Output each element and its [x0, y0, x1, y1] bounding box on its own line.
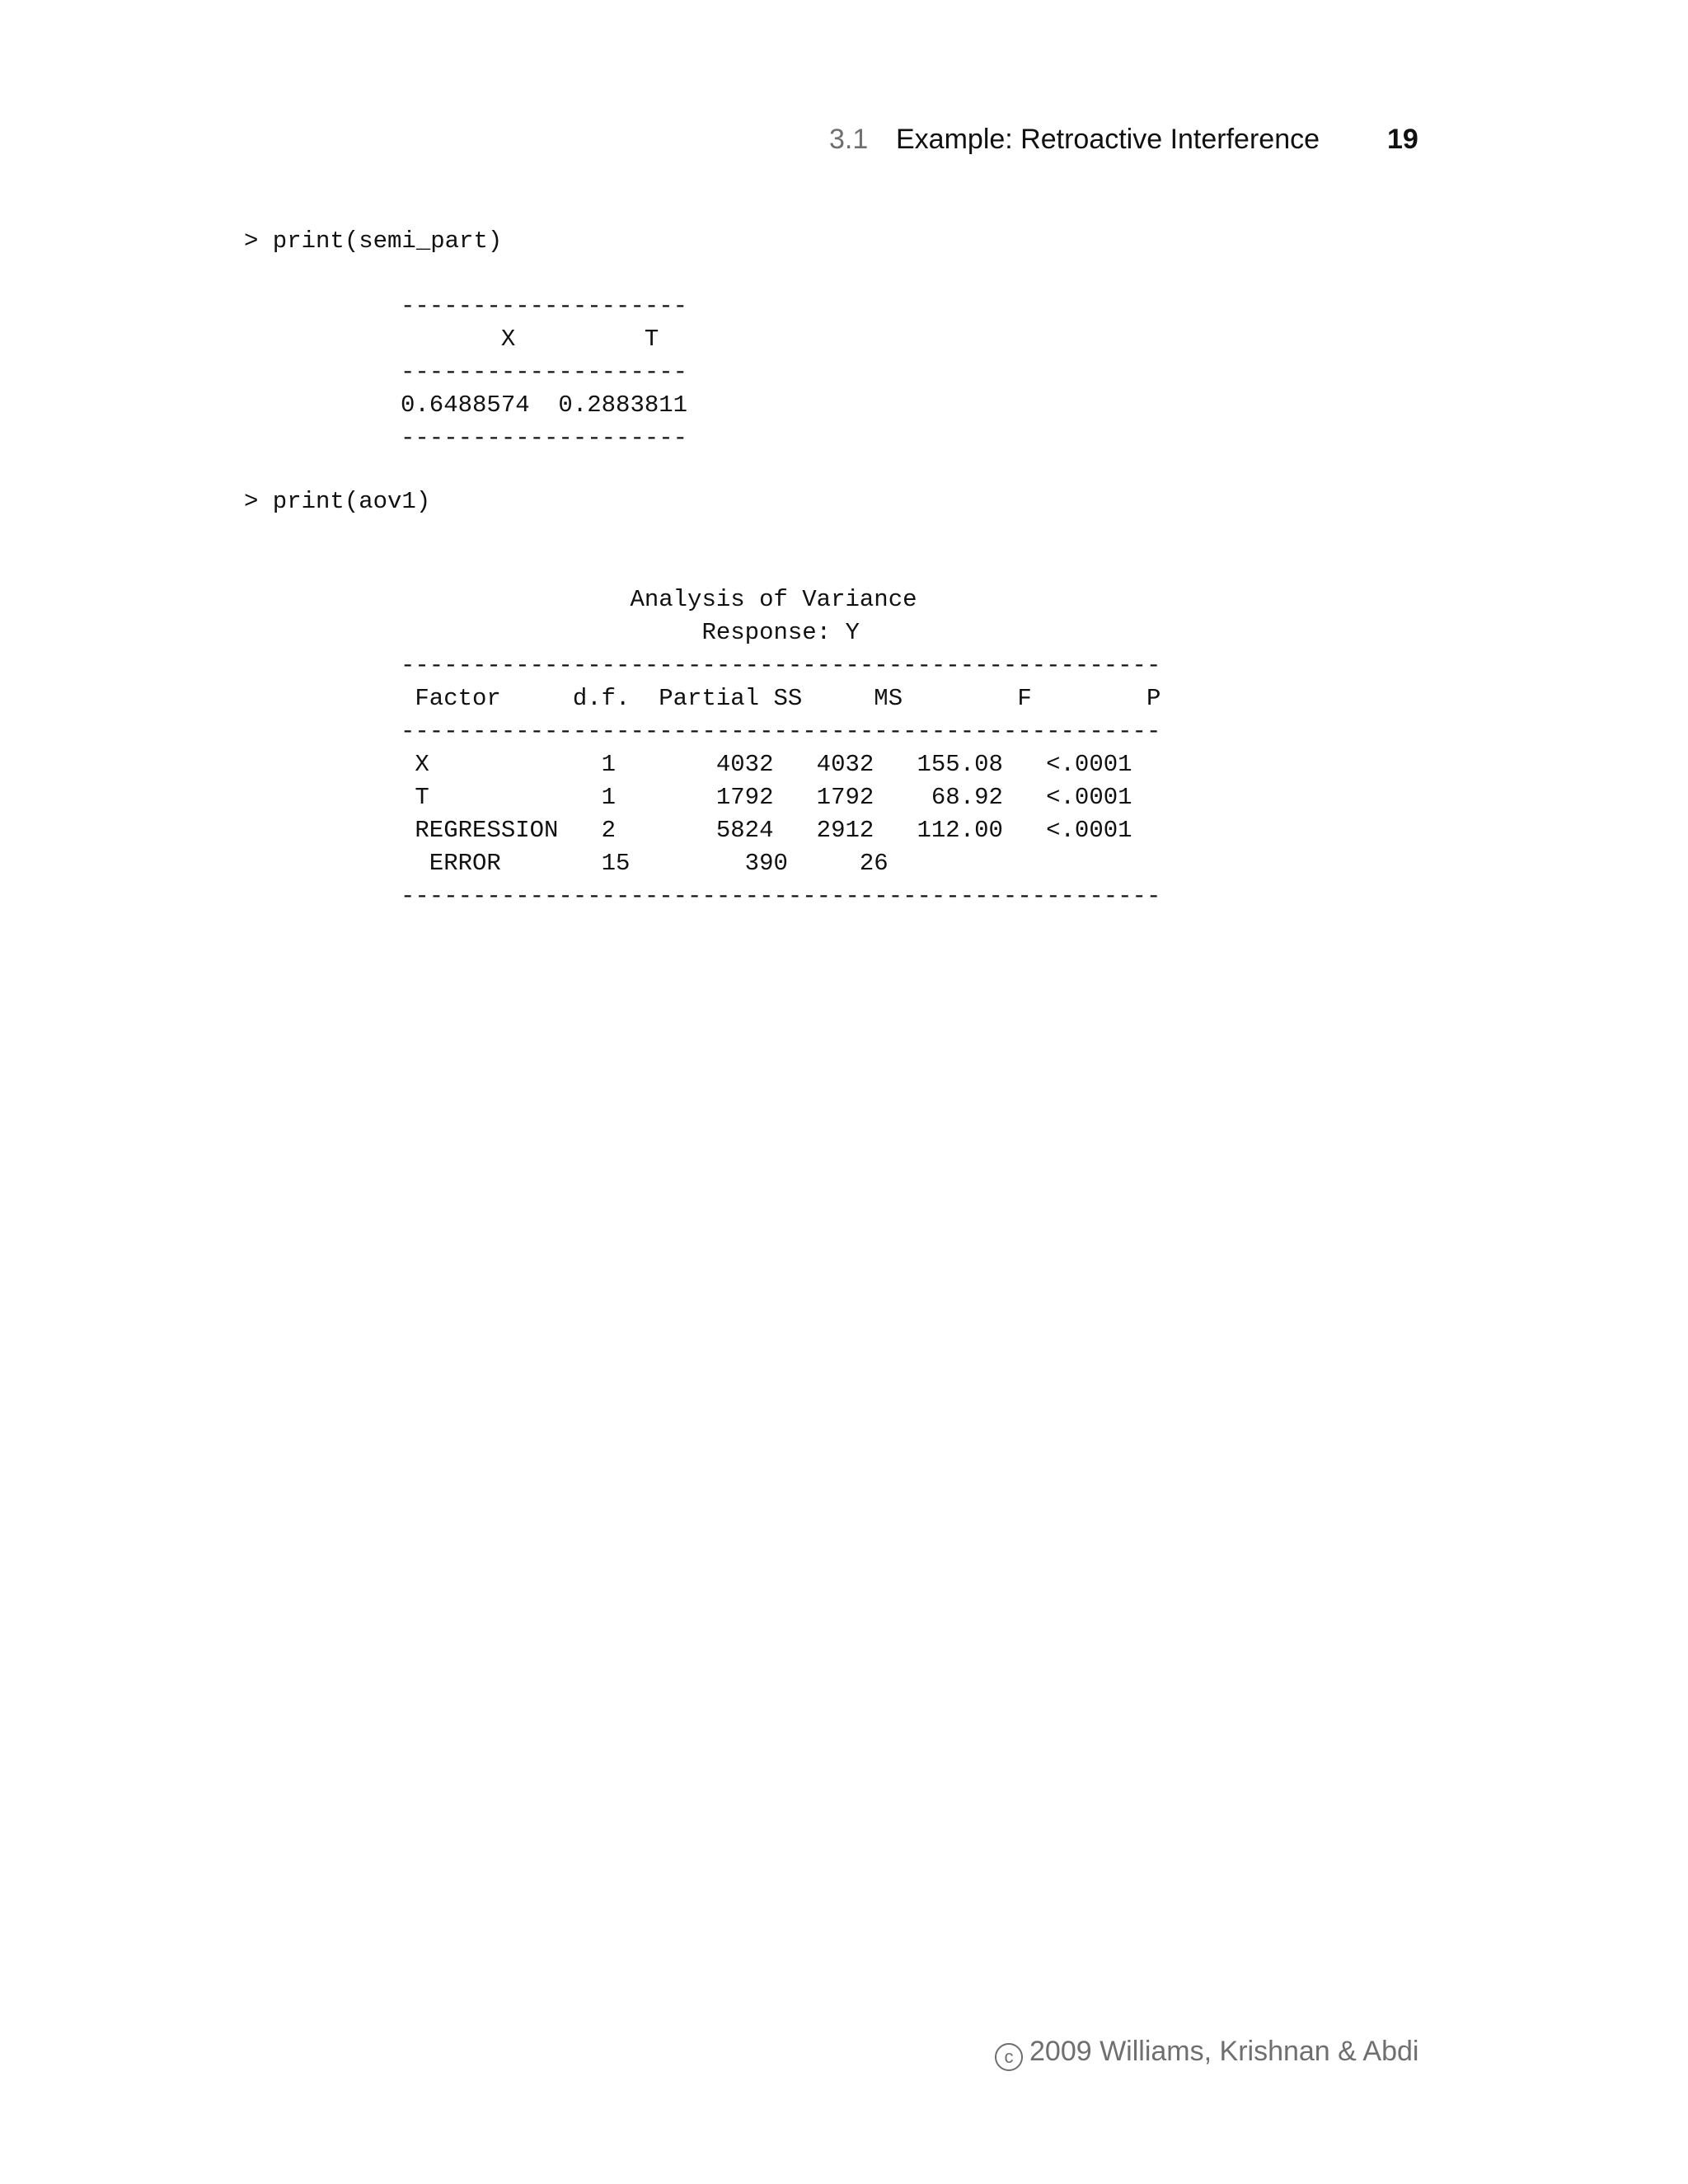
- semi-part-output: [401, 290, 687, 455]
- semi-part-header-row: X T: [401, 326, 659, 353]
- anova-response: Response: Y: [401, 619, 860, 646]
- anova-output: [401, 583, 1160, 913]
- running-header: [0, 124, 1688, 173]
- semi-part-mid-rule: --------------------: [401, 359, 688, 386]
- copyright-text: 2009 Williams, Krishnan & Abdi: [1029, 2036, 1419, 2067]
- command-print-semi-part: > print(semi_part): [244, 227, 503, 255]
- anova-bottom-rule: -----------------------------------------------------: [401, 883, 1161, 910]
- semi-part-values-row: 0.6488574 0.2883811: [401, 391, 688, 419]
- semi-part-bottom-rule: --------------------: [401, 424, 688, 452]
- anova-mid-rule: -----------------------------------------------------: [401, 718, 1161, 745]
- anova-row-regression: REGRESSION 2 5824 2912 112.00 <.0001: [401, 817, 1132, 844]
- anova-row-t: T 1 1792 1792 68.92 <.0001: [401, 784, 1132, 811]
- anova-row-x: X 1 4032 4032 155.08 <.0001: [401, 751, 1132, 778]
- page-number: 19: [1387, 124, 1418, 155]
- anova-row-error: ERROR 15 390 26: [401, 850, 889, 877]
- section-number: 3.1: [829, 124, 869, 155]
- anova-top-rule: -----------------------------------------------------: [401, 652, 1161, 679]
- semi-part-top-rule: --------------------: [401, 293, 688, 320]
- command-print-aov1: > print(aov1): [244, 488, 431, 515]
- section-title: Example: Retroactive Interference: [896, 124, 1320, 155]
- copyright-icon: c: [995, 2043, 1023, 2071]
- anova-title: Analysis of Variance: [401, 586, 917, 613]
- copyright-footer: [995, 2036, 1418, 2071]
- anova-header-row: Factor d.f. Partial SS MS F P: [401, 685, 1161, 712]
